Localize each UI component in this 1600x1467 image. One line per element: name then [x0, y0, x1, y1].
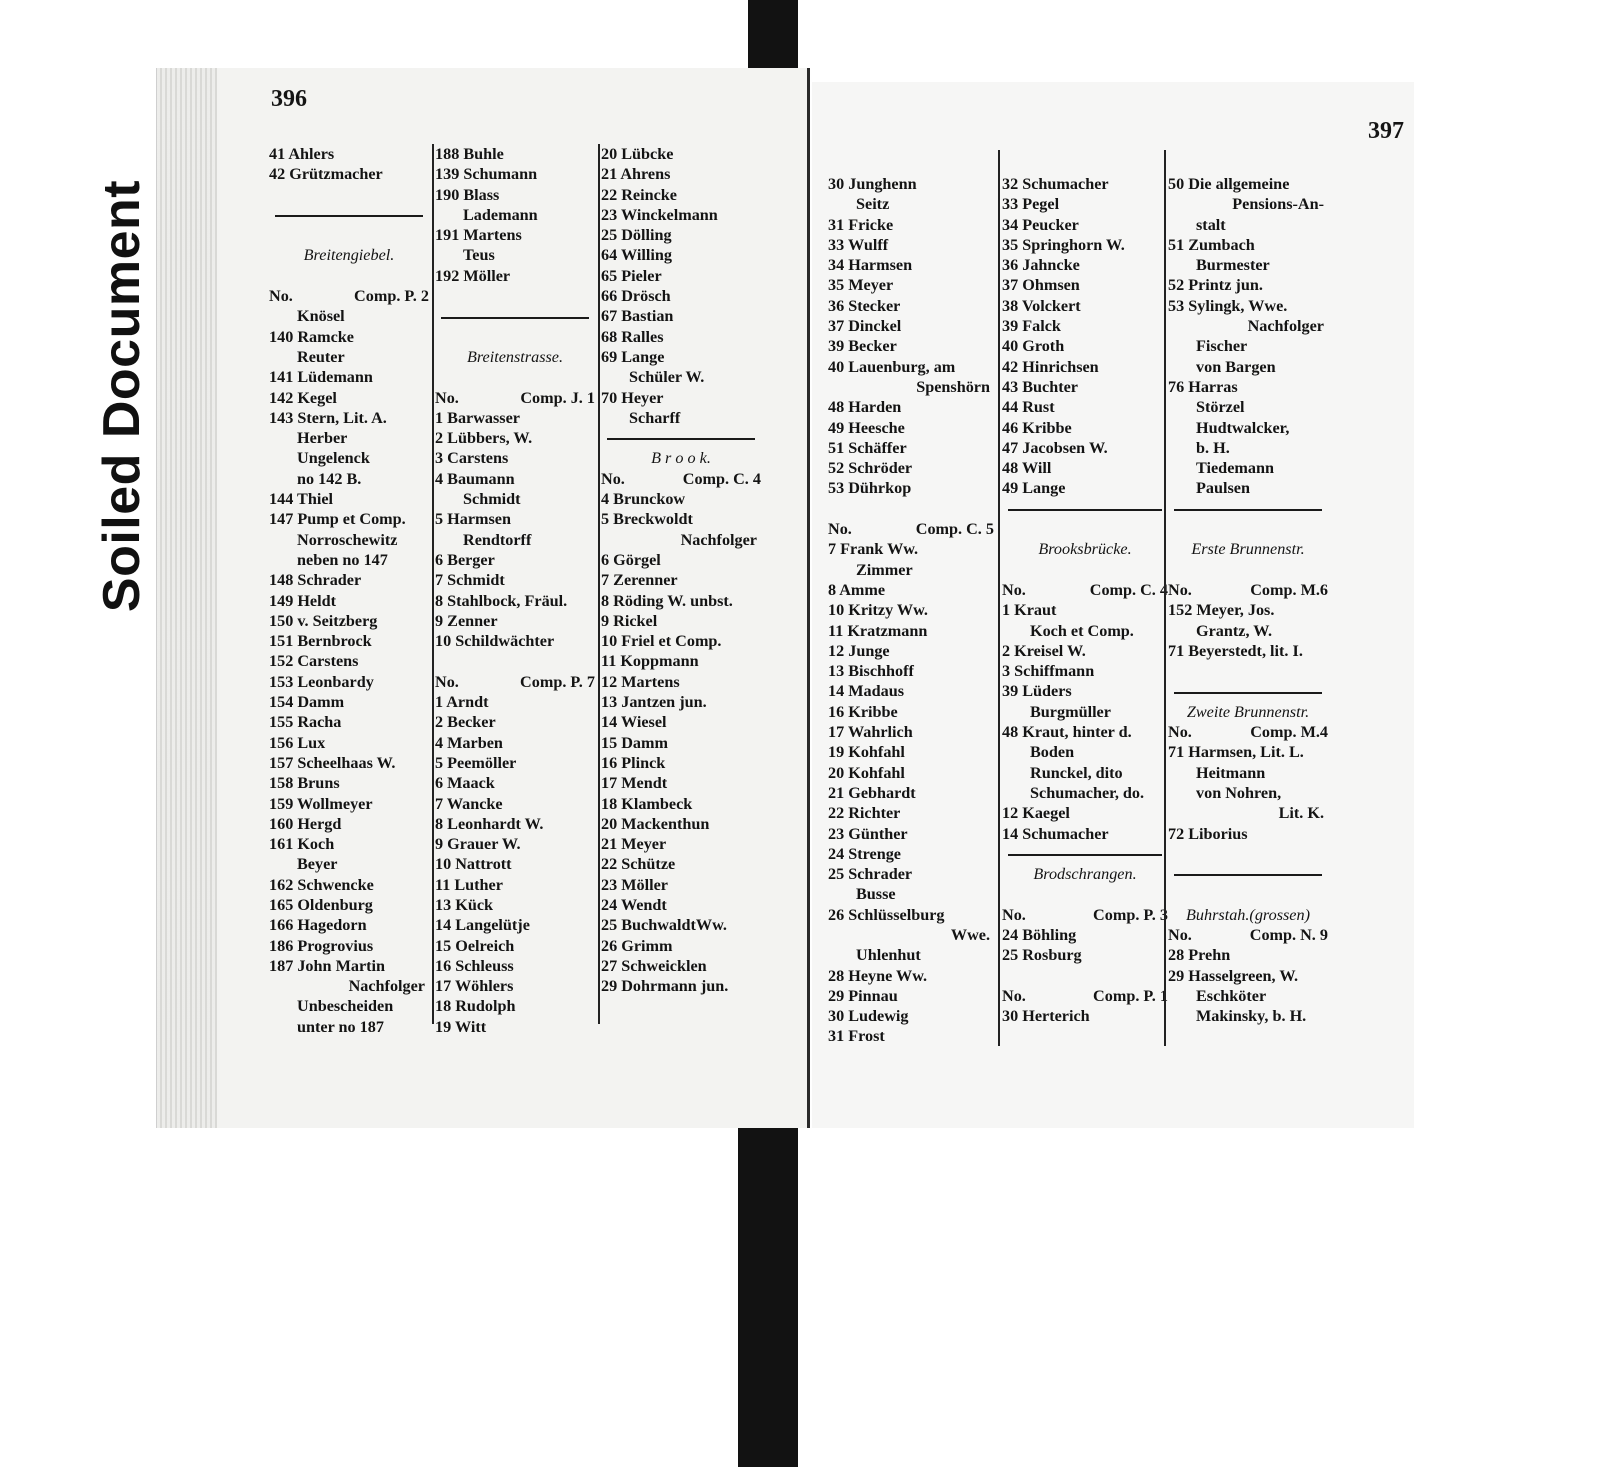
resident-entry: 3 Carstens — [435, 449, 509, 468]
spacer — [435, 286, 595, 306]
resident-entry: 38 Volckert — [1002, 296, 1081, 315]
resident-entry: 8 Röding W. unbst. — [601, 591, 733, 610]
resident-entry: 37 Ohmsen — [1002, 276, 1080, 295]
resident-entry: 15 Damm — [601, 733, 668, 752]
resident-entry: 18 Rudolph — [435, 997, 516, 1016]
column-rule — [1164, 150, 1166, 1046]
resident-entry: 152 Meyer, Jos. — [1168, 601, 1275, 620]
entry-continuation: Tiedemann — [1196, 459, 1274, 478]
section-divider — [1002, 844, 1168, 864]
resident-entry: 9 Rickel — [601, 611, 658, 630]
resident-entry: 5 Peemöller — [435, 753, 517, 772]
entry-continuation: Zimmer — [856, 560, 913, 579]
resident-entry: 15 Oelreich — [435, 936, 515, 955]
resident-entry: 76 Harras — [1168, 377, 1238, 396]
spacer — [1002, 966, 1168, 986]
resident-entry: 11 Luther — [435, 875, 503, 894]
resident-entry: 29 Hasselgreen, W. — [1168, 966, 1299, 985]
resident-entry: 13 Bischhoff — [828, 662, 914, 681]
column-rule — [998, 150, 1000, 1046]
resident-entry: 9 Grauer W. — [435, 835, 521, 854]
resident-entry: 151 Bernbrock — [269, 632, 372, 651]
resident-entry: 2 Lübbers, W. — [435, 429, 533, 448]
house-number-label: No. — [1002, 986, 1026, 1005]
resident-entry: 32 Schumacher — [1002, 175, 1109, 193]
resident-entry: 36 Jahncke — [1002, 256, 1080, 275]
resident-entry: 66 Drösch — [601, 287, 671, 306]
entry-continuation: Koch et Comp. — [1030, 621, 1134, 640]
resident-entry: 165 Oldenburg — [269, 895, 373, 914]
street-heading: B r o o k. — [651, 449, 711, 468]
resident-entry: 16 Kribbe — [828, 702, 898, 721]
resident-entry: 12 Kaegel — [1002, 804, 1070, 823]
resident-entry: 8 Amme — [828, 580, 886, 599]
entry-continuation: Nachfolger — [680, 530, 757, 549]
resident-entry: 147 Pump et Comp. — [269, 510, 406, 529]
resident-entry: 30 Junghenn — [828, 175, 917, 193]
spacer — [435, 651, 595, 671]
spacer — [1168, 560, 1328, 580]
entry-continuation: Eschköter — [1196, 986, 1267, 1005]
entry-continuation: Nachfolger — [1247, 317, 1324, 336]
house-number-label: No. — [1168, 925, 1192, 944]
resident-entry: 40 Groth — [1002, 337, 1065, 356]
resident-entry: 187 John Martin — [269, 956, 386, 975]
resident-entry: 6 Görgel — [601, 550, 661, 569]
resident-entry: 43 Buchter — [1002, 377, 1078, 396]
entry-continuation: Grantz, W. — [1196, 621, 1272, 640]
resident-entry: 2 Becker — [435, 713, 496, 732]
resident-entry: 191 Martens — [435, 226, 522, 245]
resident-entry: 26 Schlüsselburg — [828, 905, 945, 924]
resident-entry: 52 Schröder — [828, 459, 913, 478]
entry-continuation: Seitz — [856, 195, 890, 214]
spacer — [1002, 560, 1168, 580]
spacer — [828, 499, 994, 519]
resident-entry: 40 Lauenburg, am — [828, 357, 956, 376]
entry-continuation: Fischer — [1196, 337, 1248, 356]
spacer — [1168, 884, 1328, 904]
resident-entry: 68 Ralles — [601, 327, 664, 346]
resident-entry: 30 Herterich — [1002, 1007, 1090, 1026]
company-header — [1002, 986, 1168, 1006]
resident-entry: 6 Berger — [435, 550, 495, 569]
resident-entry: 25 Dölling — [601, 226, 672, 245]
resident-entry: 157 Scheelhaas W. — [269, 753, 396, 772]
entry-continuation: Rendtorff — [463, 530, 532, 549]
resident-entry: 48 Kraut, hinter d. — [1002, 723, 1132, 742]
entry-continuation: Norroschewitz — [297, 530, 398, 549]
resident-entry: 47 Jacobsen W. — [1002, 438, 1108, 457]
entry-continuation: Schumacher, do. — [1030, 783, 1145, 802]
resident-entry: 4 Marben — [435, 733, 503, 752]
resident-entry: 2 Kreisel W. — [1002, 641, 1086, 660]
resident-entry: 27 Schweicklen — [601, 956, 707, 975]
resident-entry: 3 Schiffmann — [1002, 662, 1095, 681]
street-heading: Buhrstah.(grossen) — [1186, 905, 1310, 924]
resident-entry: 14 Langelütje — [435, 916, 530, 935]
resident-entry: 7 Schmidt — [435, 571, 505, 590]
resident-entry: 148 Schrader — [269, 571, 362, 590]
resident-entry: 49 Lange — [1002, 479, 1066, 498]
entry-continuation: Teus — [463, 246, 495, 265]
spacer — [269, 266, 429, 286]
resident-entry: 10 Friel et Comp. — [601, 632, 722, 651]
resident-entry: 7 Frank Ww. — [828, 540, 919, 559]
resident-entry: 1 Barwasser — [435, 408, 520, 427]
resident-entry: 17 Wöhlers — [435, 977, 514, 996]
resident-entry: 25 Rosburg — [1002, 946, 1082, 965]
binding-strip-bottom — [738, 1128, 798, 1467]
resident-entry: 160 Hergd — [269, 814, 342, 833]
section-divider — [601, 428, 761, 448]
resident-entry: 139 Schumann — [435, 165, 538, 184]
entry-continuation: Nachfolger — [348, 977, 425, 996]
spacer — [1168, 519, 1328, 539]
page-edges — [157, 68, 217, 1128]
resident-entry: 4 Baumann — [435, 469, 515, 488]
resident-entry: 7 Wancke — [435, 794, 503, 813]
resident-entry: 9 Zenner — [435, 611, 498, 630]
resident-entry: 25 BuchwaldtWw. — [601, 916, 727, 935]
resident-entry: 156 Lux — [269, 733, 326, 752]
right-page — [812, 82, 1414, 1128]
entry-continuation: Knösel — [297, 307, 345, 326]
resident-entry: 142 Kegel — [269, 388, 337, 407]
company-code: Comp. P. 1 — [1093, 986, 1168, 1005]
company-header — [435, 672, 595, 692]
street-heading: Breitenstrasse. — [466, 347, 564, 366]
company-header — [828, 519, 994, 539]
section-divider — [1168, 499, 1328, 519]
entry-continuation: Herber — [297, 429, 348, 448]
resident-entry: 155 Racha — [269, 713, 342, 732]
house-number-label: No. — [269, 287, 293, 306]
resident-entry: 72 Liborius — [1168, 824, 1248, 843]
entry-continuation: Hudtwalcker, — [1196, 418, 1290, 437]
resident-entry: 12 Martens — [601, 672, 680, 691]
resident-entry: 31 Fricke — [828, 215, 894, 234]
resident-entry: 144 Thiel — [269, 490, 334, 509]
resident-entry: 17 Wahrlich — [828, 723, 913, 742]
resident-entry: 21 Ahrens — [601, 165, 671, 184]
resident-entry: 161 Koch — [269, 835, 335, 854]
entry-continuation: neben no 147 — [297, 550, 388, 569]
resident-entry: 24 Wendt — [601, 895, 667, 914]
entry-continuation: Lademann — [463, 205, 538, 224]
resident-entry: 22 Schütze — [601, 855, 676, 874]
resident-entry: 153 Leonbardy — [269, 672, 374, 691]
section-divider — [269, 205, 429, 225]
resident-entry: 159 Wollmeyer — [269, 794, 373, 813]
resident-entry: 10 Kritzy Ww. — [828, 601, 928, 620]
company-code: Comp. P. 2 — [354, 287, 429, 306]
directory-column — [1002, 174, 1168, 1026]
entry-continuation: b. H. — [1196, 438, 1230, 457]
company-code: Comp. C. 4 — [1089, 580, 1168, 599]
entry-continuation: Burgmüller — [1030, 702, 1111, 721]
entry-continuation: Boden — [1030, 743, 1075, 762]
entry-continuation: von Bargen — [1196, 357, 1276, 376]
resident-entry: 186 Progrovius — [269, 936, 374, 955]
street-heading: Zweite Brunnenstr. — [1186, 702, 1310, 721]
resident-entry: 53 Sylingk, Wwe. — [1168, 296, 1288, 315]
company-code: Comp. C. 4 — [682, 469, 761, 488]
resident-entry: 143 Stern, Lit. A. — [269, 408, 387, 427]
company-code: Comp. P. 7 — [520, 672, 595, 691]
company-header — [1168, 925, 1328, 945]
spacer — [1002, 519, 1168, 539]
house-number-label: No. — [1168, 723, 1192, 742]
company-header — [1168, 580, 1328, 600]
company-code: Comp. C. 5 — [915, 520, 994, 539]
resident-entry: 152 Carstens — [269, 652, 359, 671]
street-heading: Brooksbrücke. — [1038, 540, 1132, 559]
resident-entry: 20 Lübcke — [601, 145, 674, 163]
resident-entry: 34 Peucker — [1002, 215, 1079, 234]
entry-continuation: Makinsky, b. H. — [1196, 1007, 1307, 1026]
page-number-left: 396 — [271, 86, 307, 112]
entry-continuation: Paulsen — [1196, 479, 1250, 498]
resident-entry: 14 Madaus — [828, 682, 905, 701]
resident-entry: 11 Kratzmann — [828, 621, 928, 640]
resident-entry: 34 Harmsen — [828, 256, 913, 275]
entry-continuation: Busse — [856, 885, 896, 904]
entry-continuation: Wwe. — [950, 925, 990, 944]
house-number-label: No. — [435, 388, 459, 407]
resident-entry: 64 Willing — [601, 246, 672, 265]
company-code: Comp. N. 9 — [1249, 925, 1328, 944]
entry-continuation: Burmester — [1196, 256, 1270, 275]
entry-continuation: stalt — [1196, 215, 1226, 234]
resident-entry: 16 Schleuss — [435, 956, 514, 975]
spacer — [1168, 844, 1328, 864]
resident-entry: 141 Lüdemann — [269, 368, 373, 387]
resident-entry: 51 Zumbach — [1168, 235, 1255, 254]
resident-entry: 42 Hinrichsen — [1002, 357, 1099, 376]
house-number-label: No. — [601, 469, 625, 488]
spacer — [1002, 884, 1168, 904]
entry-continuation: Beyer — [297, 855, 338, 874]
resident-entry: 33 Wulff — [828, 235, 889, 254]
resident-entry: 39 Becker — [828, 337, 897, 356]
directory-column — [269, 144, 429, 1037]
page-number-right: 397 — [1368, 118, 1404, 144]
company-code: Comp. P. 3 — [1093, 905, 1168, 924]
resident-entry: 22 Richter — [828, 804, 901, 823]
resident-entry: 65 Pieler — [601, 266, 662, 285]
street-heading: Erste Brunnenstr. — [1191, 540, 1305, 559]
resident-entry: 1 Arndt — [435, 693, 489, 712]
resident-entry: 19 Kohfahl — [828, 743, 905, 762]
resident-entry: 48 Harden — [828, 398, 902, 417]
company-header — [269, 286, 429, 306]
entry-continuation: Unbescheiden — [297, 997, 394, 1016]
entry-continuation: Scharff — [629, 408, 681, 427]
resident-entry: 162 Schwencke — [269, 875, 374, 894]
resident-entry: 18 Klambeck — [601, 794, 693, 813]
entry-continuation: no 142 B. — [297, 469, 362, 488]
resident-entry: 29 Dohrmann jun. — [601, 977, 729, 996]
resident-entry: 192 Möller — [435, 266, 511, 285]
resident-entry: 67 Bastian — [601, 307, 674, 326]
spacer — [1168, 661, 1328, 681]
resident-entry: 12 Junge — [828, 641, 890, 660]
company-header — [1168, 722, 1328, 742]
entry-continuation: Reuter — [297, 347, 345, 366]
entry-continuation: Runckel, dito — [1030, 763, 1123, 782]
resident-entry: 53 Dührkop — [828, 479, 912, 498]
resident-entry: 71 Beyerstedt, lit. I. — [1168, 641, 1303, 660]
resident-entry: 166 Hagedorn — [269, 916, 367, 935]
resident-entry: 6 Maack — [435, 774, 495, 793]
directory-column — [1168, 174, 1328, 1026]
house-number-label: No. — [1002, 580, 1026, 599]
resident-entry: 35 Springhorn W. — [1002, 235, 1125, 254]
resident-entry: 35 Meyer — [828, 276, 894, 295]
resident-entry: 31 Frost — [828, 1027, 885, 1046]
resident-entry: 49 Heesche — [828, 418, 905, 437]
spacer — [269, 185, 429, 205]
column-rule — [432, 144, 434, 1024]
entry-continuation: Schmidt — [463, 490, 521, 509]
company-header — [1002, 905, 1168, 925]
resident-entry: 37 Dinckel — [828, 317, 902, 336]
resident-entry: 13 Kück — [435, 895, 494, 914]
resident-entry: 17 Mendt — [601, 774, 668, 793]
company-code: Comp. M.4 — [1250, 723, 1328, 742]
resident-entry: 5 Harmsen — [435, 510, 511, 529]
spacer — [269, 225, 429, 245]
resident-entry: 150 v. Seitzberg — [269, 611, 378, 630]
resident-entry: 4 Brunckow — [601, 490, 686, 509]
resident-entry: 16 Plinck — [601, 753, 666, 772]
resident-entry: 48 Will — [1002, 459, 1052, 478]
entry-continuation: unter no 187 — [297, 1017, 384, 1036]
company-code: Comp. J. 1 — [520, 388, 595, 407]
resident-entry: 149 Heldt — [269, 591, 336, 610]
spacer — [435, 327, 595, 347]
directory-column — [435, 144, 595, 1037]
soiled-document-stamp: Soiled Document — [93, 179, 151, 613]
resident-entry: 11 Koppmann — [601, 652, 699, 671]
resident-entry: 14 Schumacher — [1002, 824, 1109, 843]
resident-entry: 28 Heyne Ww. — [828, 966, 928, 985]
resident-entry: 140 Ramcke — [269, 327, 354, 346]
company-code: Comp. M.6 — [1250, 580, 1328, 599]
company-header — [435, 388, 595, 408]
left-page — [156, 68, 810, 1128]
entry-continuation: Pensions-An- — [1232, 195, 1324, 214]
resident-entry: 39 Falck — [1002, 317, 1061, 336]
resident-entry: 10 Schildwächter — [435, 632, 555, 651]
entry-continuation: Lit. K. — [1278, 804, 1324, 823]
spacer — [435, 367, 595, 387]
column-rule — [598, 144, 600, 1024]
resident-entry: 44 Rust — [1002, 398, 1055, 417]
house-number-label: No. — [435, 672, 459, 691]
entry-continuation: Uhlenhut — [856, 946, 921, 965]
resident-entry: 188 Buhle — [435, 145, 504, 163]
resident-entry: 23 Möller — [601, 875, 668, 894]
resident-entry: 23 Günther — [828, 824, 908, 843]
entry-continuation: Schüler W. — [629, 368, 705, 387]
resident-entry: 190 Blass — [435, 185, 500, 204]
resident-entry: 51 Schäffer — [828, 438, 907, 457]
section-divider — [1002, 499, 1168, 519]
resident-entry: 28 Prehn — [1168, 946, 1231, 965]
resident-entry: 1 Kraut — [1002, 601, 1057, 620]
directory-column — [601, 144, 761, 996]
resident-entry: 24 Böhling — [1002, 925, 1077, 944]
resident-entry: 21 Meyer — [601, 835, 667, 854]
directory-column — [828, 174, 994, 1047]
section-divider — [435, 306, 595, 326]
resident-entry: 52 Printz jun. — [1168, 276, 1263, 295]
resident-entry: 13 Jantzen jun. — [601, 693, 707, 712]
resident-entry: 8 Leonhardt W. — [435, 814, 544, 833]
section-divider — [1168, 864, 1328, 884]
section-divider — [1168, 681, 1328, 701]
entry-continuation: Spenshörn — [916, 377, 990, 396]
resident-entry: 70 Heyer — [601, 388, 664, 407]
resident-entry: 26 Grimm — [601, 936, 673, 955]
resident-entry: 23 Winckelmann — [601, 205, 718, 224]
entry-continuation: Heitmann — [1196, 763, 1266, 782]
street-heading: Breitengiebel. — [303, 246, 395, 265]
resident-entry: 36 Stecker — [828, 296, 901, 315]
entry-continuation: Störzel — [1196, 398, 1245, 417]
resident-entry: 29 Pinnau — [828, 986, 898, 1005]
resident-entry: 39 Lüders — [1002, 682, 1072, 701]
resident-entry: 41 Ahlers — [269, 145, 335, 163]
resident-entry: 14 Wiesel — [601, 713, 667, 732]
resident-entry: 30 Ludewig — [828, 1007, 909, 1026]
company-header — [601, 469, 761, 489]
resident-entry: 24 Strenge — [828, 844, 901, 863]
entry-continuation: von Nohren, — [1196, 783, 1282, 802]
resident-entry: 71 Harmsen, Lit. L. — [1168, 743, 1304, 762]
resident-entry: 10 Nattrott — [435, 855, 512, 874]
resident-entry: 158 Bruns — [269, 774, 340, 793]
resident-entry: 42 Grützmacher — [269, 165, 383, 184]
resident-entry: 50 Die allgemeine — [1168, 175, 1290, 193]
company-header — [1002, 580, 1168, 600]
resident-entry: 8 Stahlbock, Fräul. — [435, 591, 568, 610]
resident-entry: 20 Mackenthun — [601, 814, 710, 833]
house-number-label: No. — [828, 520, 852, 539]
house-number-label: No. — [1168, 580, 1192, 599]
resident-entry: 21 Gebhardt — [828, 783, 916, 802]
resident-entry: 69 Lange — [601, 347, 665, 366]
resident-entry: 22 Reincke — [601, 185, 677, 204]
entry-continuation: Ungelenck — [297, 449, 370, 468]
resident-entry: 46 Kribbe — [1002, 418, 1072, 437]
resident-entry: 33 Pegel — [1002, 195, 1060, 214]
resident-entry: 7 Zerenner — [601, 571, 678, 590]
resident-entry: 20 Kohfahl — [828, 763, 905, 782]
resident-entry: 19 Witt — [435, 1017, 487, 1036]
resident-entry: 154 Damm — [269, 693, 345, 712]
resident-entry: 5 Breckwoldt — [601, 510, 693, 529]
street-heading: Brodschrangen. — [1033, 865, 1137, 884]
resident-entry: 25 Schrader — [828, 865, 913, 884]
house-number-label: No. — [1002, 905, 1026, 924]
